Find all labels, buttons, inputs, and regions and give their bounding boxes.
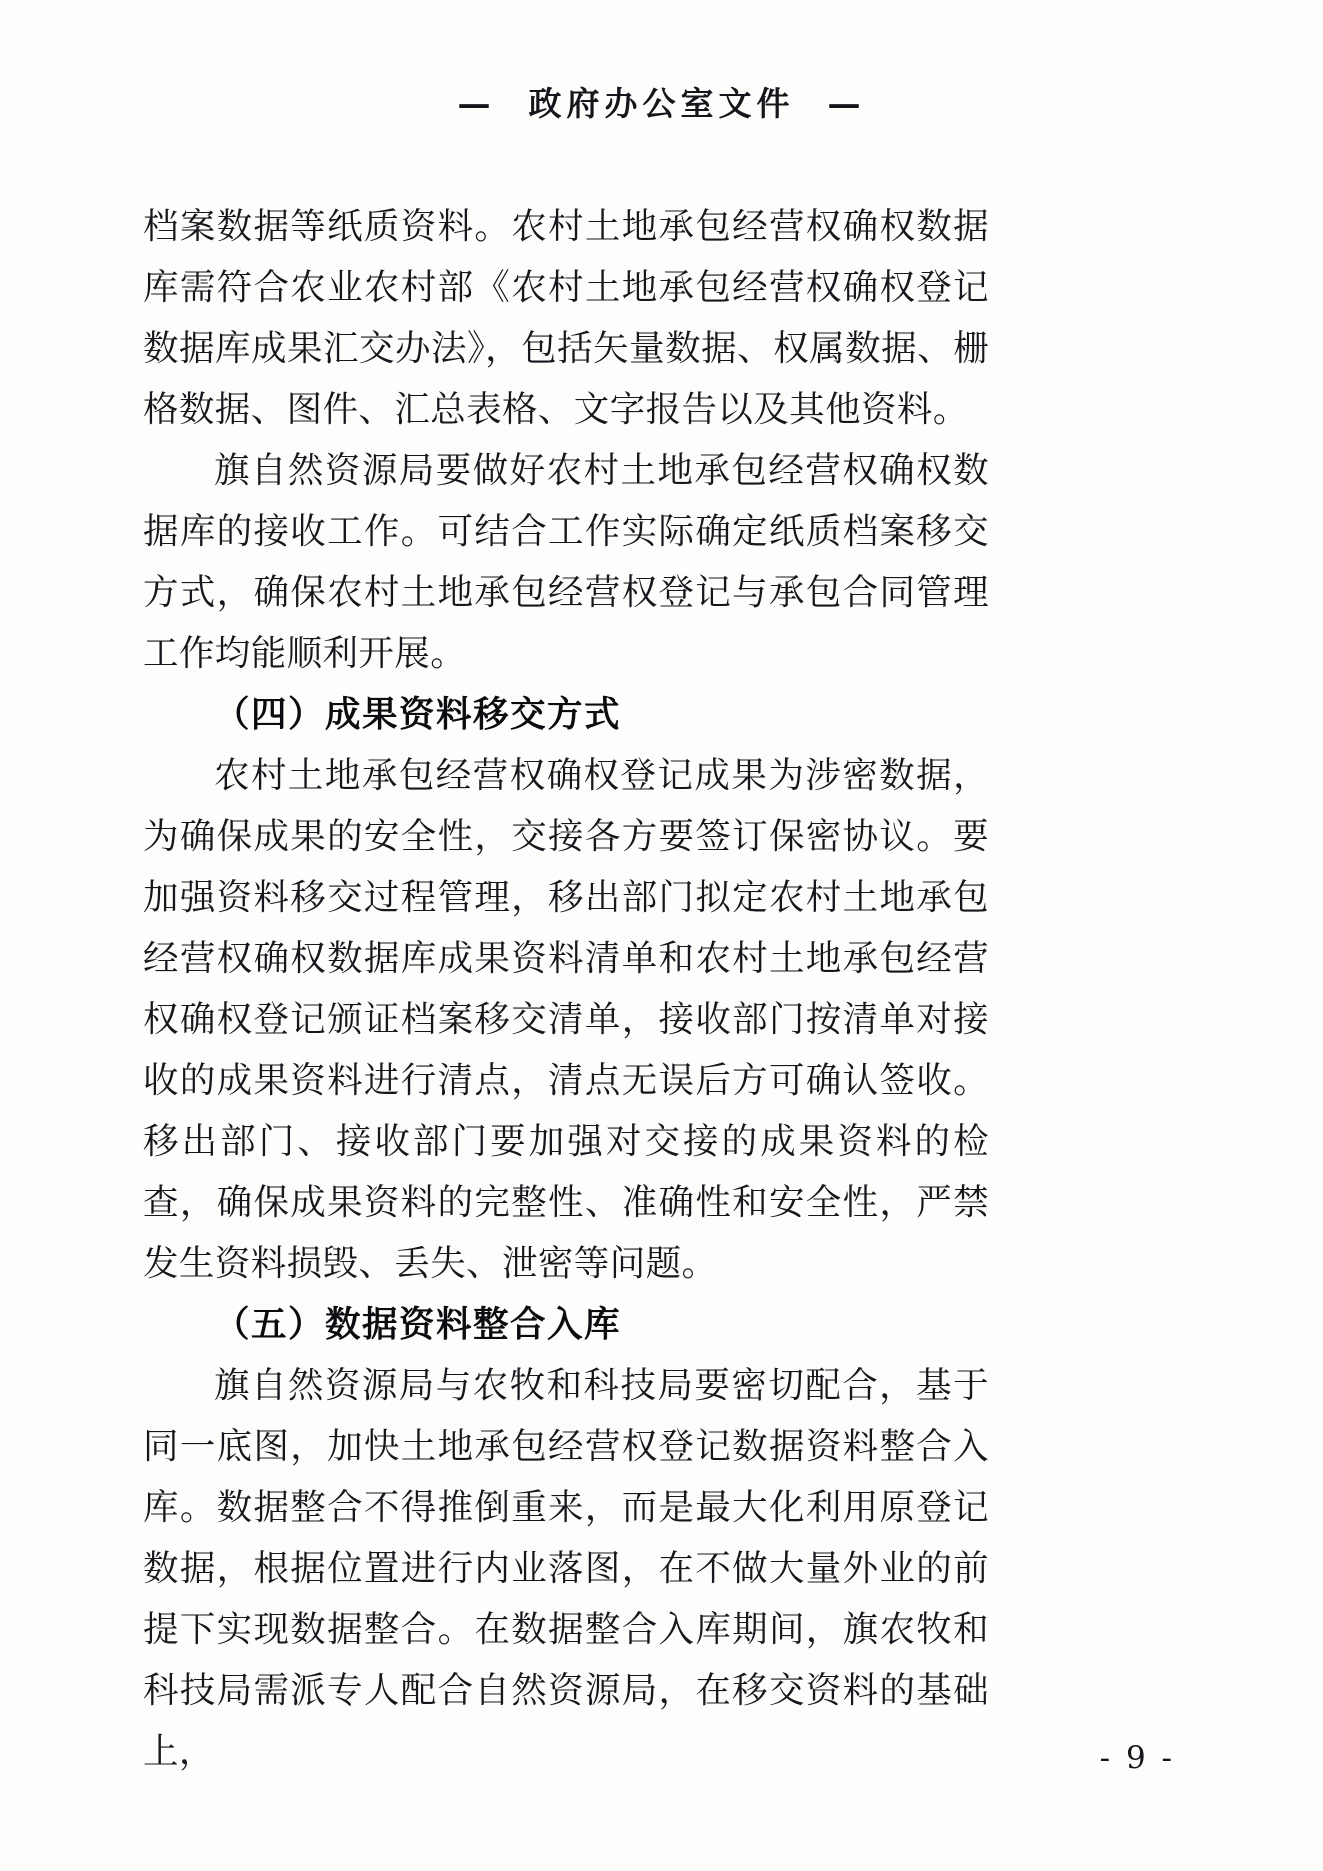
document-header-title: — 政府办公室文件 — [457,84,866,123]
paragraph-land-bureau-receiving: 旗自然资源局要做好农村土地承包经营权确权数据库的接收工作。可结合工作实际确定纸质档案移交方式，确保农村土地承包经营权登记与承包合同管理工作均能顺利开展。 [143,450,989,674]
section-heading-four: （四）成果资料移交方式 [214,694,622,735]
document-body [143,196,989,1782]
page-number: - 9 - [1099,1740,1175,1776]
paragraph-data-integration: 旗自然资源局与农牧和科技局要密切配合，基于同一底图，加快土地承包经营权登记数据资料整合入库。数据整合不得推倒重来，而是最大化利用原登记数据，根据位置进行内业落图，在不做大量外业的前提下实现数据整合。在数据整合入库期间，旗农牧和科技局需派专人配合自然资源局，在移交资料的基础上， [143,1365,989,1772]
section-heading-five: （五）数据资料整合入库 [214,1304,622,1345]
paragraph-transfer-method: 农村土地承包经营权确权登记成果为涉密数据，为确保成果的安全性，交接各方要签订保密协议。要加强资料移交过程管理，移出部门拟定农村土地承包经营权确权数据库成果资料清单和农村土地承包经营权确权登记颁证档案移交清单，接收部门按清单对接收的成果资料进行清点，清点无误后方可确认签收。移出部门、接收部门要加强对交接的成果资料的检查，确保成果资料的完整性、准确性和安全性，严禁发生资料损毁、丢失、泄密等问题。 [143,755,989,1284]
paragraph-continued: 档案数据等纸质资料。农村土地承包经营权确权数据库需符合农业农村部《农村土地承包经营权确权登记数据库成果汇交办法》，包括矢量数据、权属数据、栅格数据、图件、汇总表格、文字报告以及其他资料。 [143,206,989,430]
